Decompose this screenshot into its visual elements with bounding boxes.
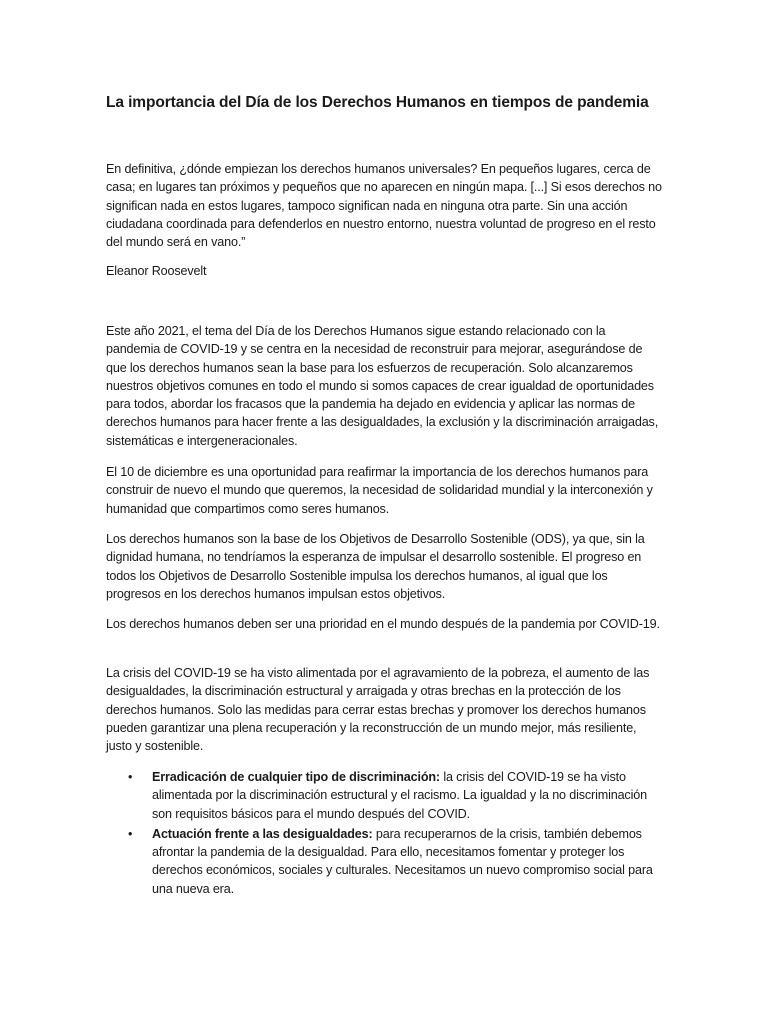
document-title: La importancia del Día de los Derechos Humanos en tiempos de pandemia — [106, 94, 649, 111]
body-paragraph: Los derechos humanos son la base de los Objetivos de Desarrollo Sostenible (ODS), ya que, sin la dignidad humana, no tendríamos la esperanza de impulsar el desarrollo sostenible. El progreso en todos los Objetivos de Desarrollo Sostenible impulsa los derechos humanos, al igual que los progresos en los derechos humanos impulsan estos objetivos. — [106, 532, 645, 601]
list-item — [106, 825, 662, 898]
quote-author: Eleanor Roosevelt — [106, 264, 207, 278]
bullet-dot-icon: • — [128, 770, 133, 784]
bullet-text: para recuperarnos de la crisis, también debemos afrontar la pandemia de la desigualdad. Para ello, necesitamos fomentar y proteger los derechos económicos, sociales y culturales. Necesitamos un nuevo compromiso social para una nueva era. — [152, 826, 653, 896]
list-item — [106, 768, 662, 823]
bullet-label: Erradicación de cualquier tipo de discriminación: — [152, 770, 440, 784]
bullet-dot-icon: • — [128, 826, 133, 841]
body-paragraph: Este año 2021, el tema del Día de los Derechos Humanos sigue estando relacionado con la pandemia de COVID-19 y se centra en la necesidad de reconstruir para mejorar, asegurándose de que los derechos humanos sean la base para los esfuerzos de recuperación. Solo alcanzaremos nuestros objetivos comunes en todo el mundo si somos capaces de crear igualdad de oportunidades para todos, abordar los fracasos que la pandemia ha dejado en evidencia y aplicar las normas de derechos humanos para hacer frente a las desigualdades, la exclusión y la discriminación arraigadas, sistemáticas e intergeneracionales. — [106, 324, 659, 448]
body-paragraph: La crisis del COVID-19 se ha visto alimentada por el agravamiento de la pobreza, el aumento de las desigualdades, la discriminación estructural y arraigada y otras brechas en la protección de los derechos humanos. Solo las medidas para cerrar estas brechas y promover los derechos humanos pueden garantizar una plena recuperación y la reconstrucción de un mundo mejor, más resiliente, justo y sostenible. — [106, 666, 650, 754]
bullet-label: Actuación frente a las desigualdades: — [152, 826, 373, 841]
bullet-text: la crisis del COVID-19 se ha visto alimentada por la discriminación estructural y el racismo. La igualdad y la no discriminación son requisitos básicos para el mundo después del COVID. — [152, 770, 647, 821]
body-paragraph: El 10 de diciembre es una oportunidad para reafirmar la importancia de los derechos humanos para construir de nuevo el mundo que queremos, la necesidad de solidaridad mundial y la interconexión y humanidad que compartimos como seres humanos. — [106, 465, 653, 516]
bullet-list — [106, 768, 662, 900]
body-paragraph: Los derechos humanos deben ser una prioridad en el mundo después de la pandemia por COVID-19. — [106, 617, 660, 631]
quote-paragraph: En definitiva, ¿dónde empiezan los derechos humanos universales? En pequeños lugares, cerca de casa; en lugares tan próximos y pequeños que no aparecen en ningún mapa. [...] Si esos derechos no significan nada en estos lugares, tampoco significan nada en ninguna otra parte. Sin una acción ciudadana coordinada para defenderlos en nuestro entorno, nuestra voluntad de progreso en el resto del mundo será en vano.” — [106, 162, 662, 250]
